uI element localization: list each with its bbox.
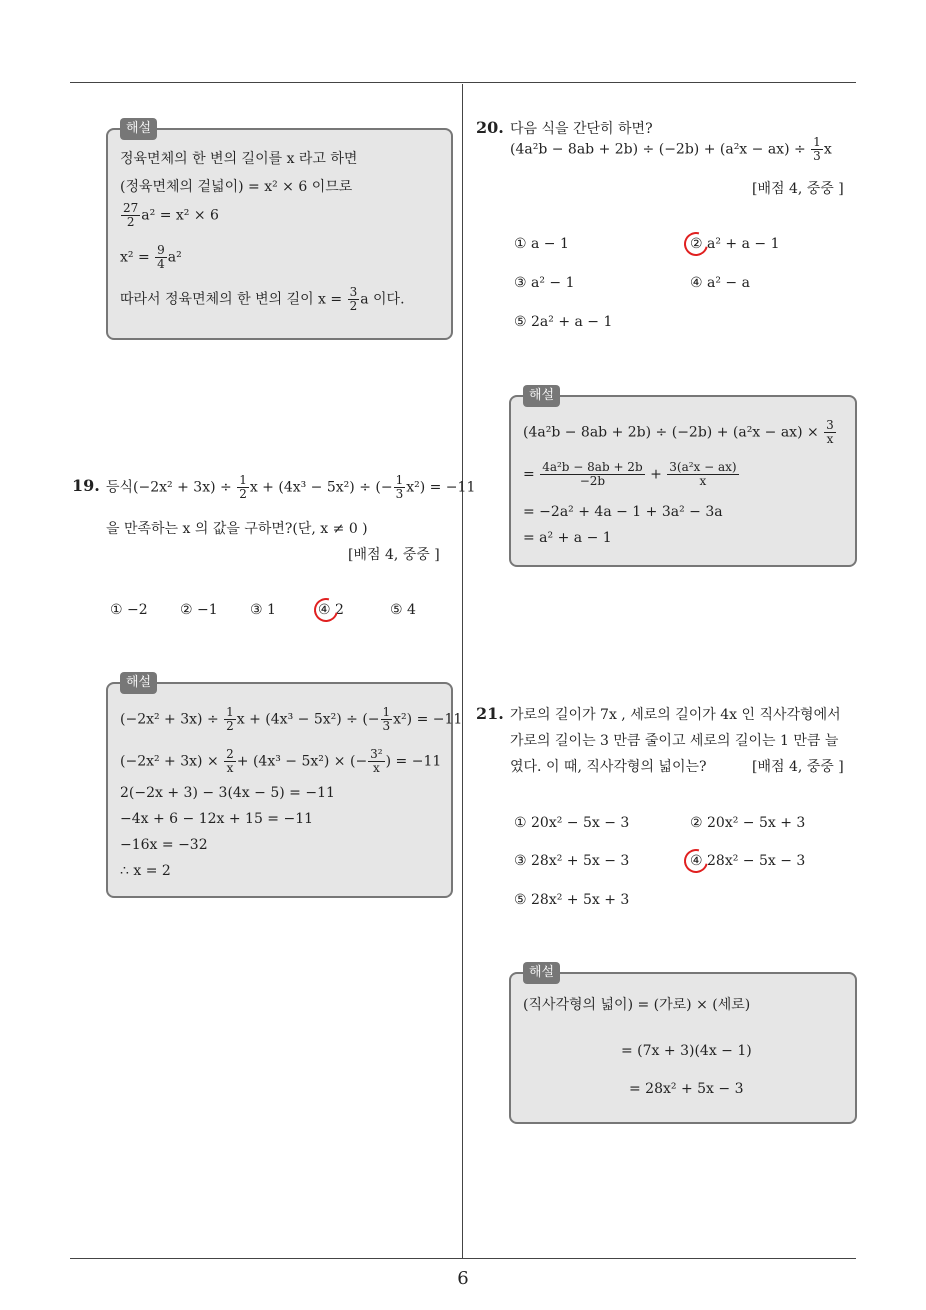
sol19-line1: (−2x² + 3x) ÷ $\frac{1}{2}$ x + (4x³ − 5x²) ÷ (− $\frac{1}{3}$ x²) = −11	[120, 705, 463, 734]
choice-20-2[interactable]: ② a² + a − 1	[690, 236, 780, 252]
bottom-rule	[70, 1258, 856, 1259]
question-21-line3: 였다. 이 때, 직사각형의 넓이는?	[510, 759, 707, 775]
question-19-number: 19.	[72, 476, 100, 495]
sol21-line3: = 28x² + 5x − 3	[629, 1081, 744, 1097]
solution-box-21	[509, 965, 857, 1124]
solution-tag: 해설	[120, 118, 157, 140]
sol20-line2: = $\frac{\text{4a²b − 8ab + 2b}}{-2b}$ + $\frac{\text{3(a²x − ax)}}{x}$	[523, 460, 737, 489]
column-divider	[462, 84, 463, 1259]
sol20-line1: (4a²b − 8ab + 2b) ÷ (−2b) + (a²x − ax) × $\frac{3}{x}$	[523, 418, 834, 447]
fraction: $\frac{1}{3}$	[382, 705, 391, 734]
fraction: $\frac{2}{x}$	[226, 747, 234, 776]
fraction: $\frac{1}{2}$	[239, 473, 247, 502]
top-rule	[70, 82, 856, 83]
question-20-line1: 다음 식을 간단히 하면?	[510, 121, 653, 137]
choice-19-2[interactable]: ② −1	[180, 602, 218, 618]
answer-mark-21	[680, 845, 713, 878]
sol18-line4: x² = $\frac{9}{4}$ a²	[120, 243, 182, 272]
choice-20-1[interactable]: ① a − 1	[514, 236, 569, 252]
choice-21-1[interactable]: ① 20x² − 5x − 3	[514, 815, 630, 831]
sol18-line5: 따라서 정육면체의 한 변의 길이 x = $\frac{3}{2}$ a 이다.	[120, 285, 405, 314]
sol21-line1: (직사각형의 넓이) = (가로) × (세로)	[523, 997, 751, 1013]
question-20-line2: (4a²b − 8ab + 2b) ÷ (−2b) + (a²x − ax) ÷ $\frac{1}{3}$ x	[510, 135, 832, 164]
fraction: $\frac{1}{3}$	[395, 473, 404, 502]
fraction: $\frac{\text{4a²b − 8ab + 2b}}{-2b}$	[542, 460, 643, 489]
solution-tag: 해설	[120, 672, 157, 694]
choice-21-5[interactable]: ⑤ 28x² + 5x + 3	[514, 892, 630, 908]
choice-20-4[interactable]: ④ a² − a	[690, 275, 750, 291]
question-19-line1: 등식(−2x² + 3x) ÷ $\frac{1}{2}$ x + (4x³ − 5x²) ÷ (− $\frac{1}{3}$ x²) = −11	[106, 473, 476, 502]
fraction: $\frac{9}{4}$	[157, 243, 165, 272]
fraction: $\frac{\text{3²}}{x}$	[370, 747, 383, 776]
solution-tag: 해설	[523, 962, 560, 984]
sol18-line3: $\frac{27}{2}$ a² = x² × 6	[123, 201, 219, 230]
solution-box-18	[106, 121, 453, 340]
choice-19-5[interactable]: ⑤ 4	[390, 602, 416, 618]
answer-mark-19	[310, 594, 343, 627]
question-21-line2: 가로의 길이는 3 만큼 줄이고 세로의 길이는 1 만큼 늘	[510, 733, 839, 749]
choice-20-3[interactable]: ③ a² − 1	[514, 275, 575, 291]
fraction: $\frac{3}{2}$	[349, 285, 358, 314]
solution-box-20	[509, 388, 857, 567]
fraction: $\frac{\text{3(a²x − ax)}}{x}$	[669, 460, 737, 489]
sol20-line3: = −2a² + 4a − 1 + 3a² − 3a	[523, 504, 723, 520]
choice-21-3[interactable]: ③ 28x² + 5x − 3	[514, 853, 630, 869]
sol19-line6: ∴ x = 2	[120, 863, 171, 879]
score-20: [배점 4, 중중 ]	[752, 181, 844, 197]
choice-21-2[interactable]: ② 20x² − 5x + 3	[690, 815, 806, 831]
choice-21-4[interactable]: ④ 28x² − 5x − 3	[690, 853, 806, 869]
question-21-number: 21.	[476, 704, 504, 723]
fraction: $\frac{27}{2}$	[123, 201, 139, 230]
choice-19-4[interactable]: ④ 2	[318, 602, 344, 618]
answer-mark-20	[680, 228, 713, 261]
sol20-line4: = a² + a − 1	[523, 530, 612, 546]
sol19-line4: −4x + 6 − 12x + 15 = −11	[120, 811, 314, 827]
score-21: [배점 4, 중중 ]	[752, 759, 844, 775]
sol21-line2: = (7x + 3)(4x − 1)	[621, 1043, 752, 1059]
page-number: 6	[457, 1268, 469, 1289]
sol19-line5: −16x = −32	[120, 837, 208, 853]
choice-19-3[interactable]: ③ 1	[250, 602, 276, 618]
question-19-line2: 을 만족하는 x 의 값을 구하면?(단, x ≠ 0 )	[106, 521, 368, 537]
solution-box-19	[106, 675, 463, 898]
sol18-line2: (정육면체의 겉넓이) = x² × 6 이므로	[120, 179, 353, 195]
question-20-number: 20.	[476, 118, 504, 137]
sol18-line1: 정육면체의 한 변의 길이를 x 라고 하면	[120, 151, 358, 167]
fraction: $\frac{1}{3}$	[813, 135, 821, 164]
fraction: $\frac{3}{x}$	[826, 418, 834, 447]
solution-tag: 해설	[523, 385, 560, 407]
choice-20-5[interactable]: ⑤ 2a² + a − 1	[514, 314, 613, 330]
sol19-line2: (−2x² + 3x) × $\frac{2}{x}$ + (4x³ − 5x²) × (− $\frac{\text{3²}}{x}$ ) = −11	[120, 747, 442, 776]
sol19-line3: 2(−2x + 3) − 3(4x − 5) = −11	[120, 785, 335, 801]
choice-19-1[interactable]: ① −2	[110, 602, 148, 618]
score-19: [배점 4, 중중 ]	[348, 547, 440, 563]
fraction: $\frac{1}{2}$	[226, 705, 234, 734]
question-21-line1: 가로의 길이가 7x , 세로의 길이가 4x 인 직사각형에서	[510, 707, 841, 723]
